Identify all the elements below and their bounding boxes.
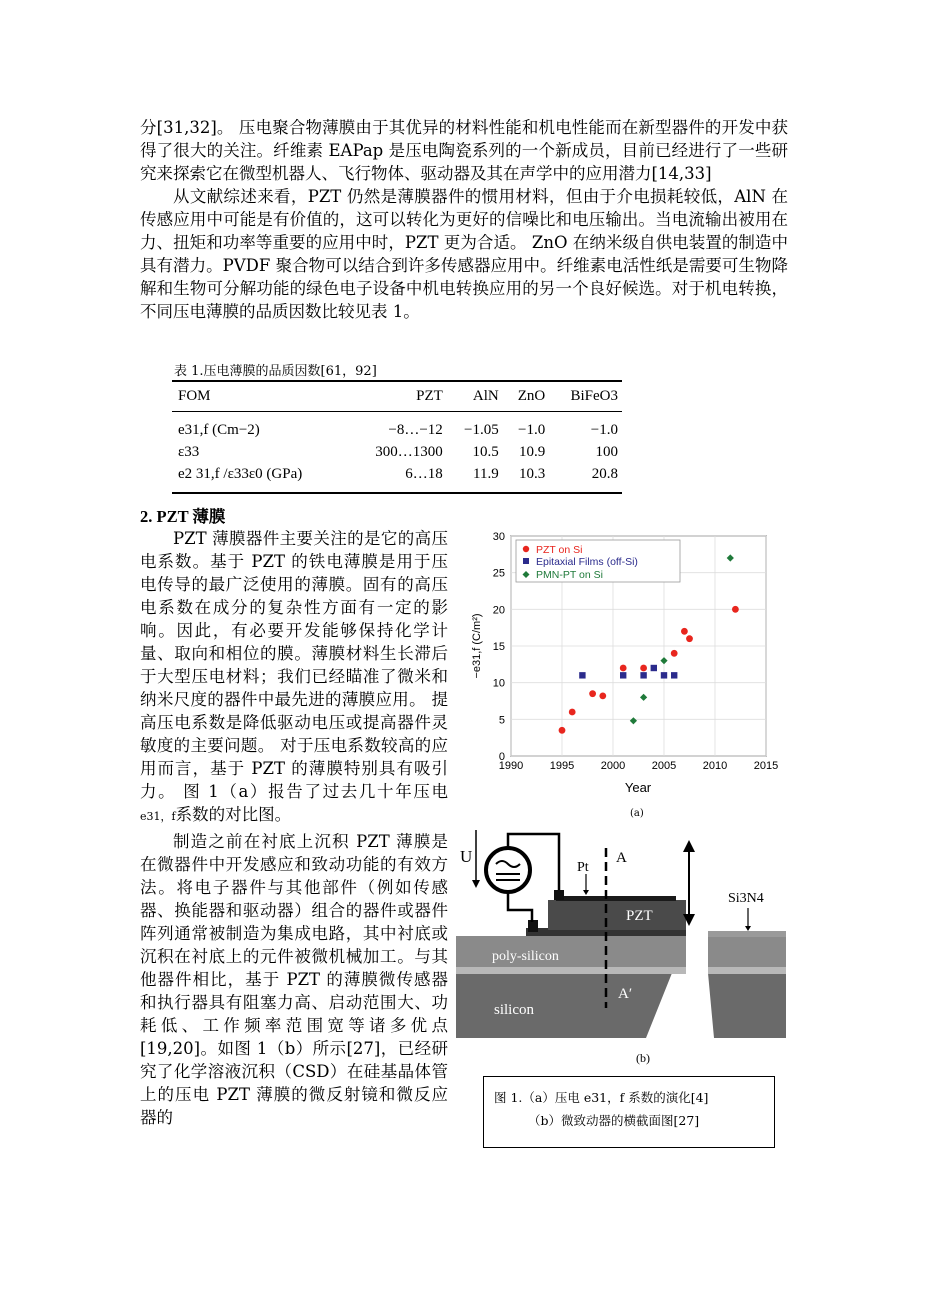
table-row (172, 441, 622, 463)
caption-line: （b）微致动器的横截面图[27] (528, 1113, 700, 1128)
caption-line: 图 1.（a）压电 e31，f 系数的演化[4] (494, 1090, 709, 1105)
x-tick-label: 2000 (600, 760, 626, 772)
paragraph-text: PZT 薄膜器件主要关注的是它的高压电系数。基于 PZT 的铁电薄膜是用于压电传导的最广泛使用的薄膜。固有的高压电系数在成分的复杂性方面有一定的影响。因此，有必要开发能够保持化学计量、取向和相位的膜。薄膜材料生长滞后于大型压电材料；我们已经瞄准了微米和纳米尺度的器件中最先进的薄膜应用。 提高压电系数是降低驱动电压或提高器件灵敏度的主要问题。 对于压电系数较高的应用而言，基于 PZT 的薄膜特别具有吸引力。 图 1（a）报告了过去几十年压电 (140, 529, 448, 801)
data-point (651, 665, 657, 671)
section-heading: 2. PZT 薄膜 (140, 507, 226, 526)
legend-marker (523, 558, 529, 564)
wire (508, 892, 532, 922)
data-point (559, 727, 566, 734)
contact-pad (554, 890, 564, 900)
voltage-source (486, 848, 530, 892)
data-point (640, 665, 647, 672)
table-cell: 11.9 (447, 463, 503, 493)
label-pt: Pt (577, 860, 589, 875)
e31f-evolution-chart (458, 522, 788, 802)
table-cell: 300…1300 (375, 444, 443, 460)
data-point (579, 672, 585, 678)
label-pzt: PZT (626, 908, 653, 924)
table-cell: e31,f (Cm−2) (178, 422, 260, 438)
label-a: A (616, 850, 627, 866)
header-cell: FOM (172, 381, 348, 412)
paragraph: 分[31,32]。 压电聚合物薄膜由于其优异的材料性能和机电性能而在新型器件的开发中获得了很大的关注。纤维素 EAPap 是压电陶瓷系列的一个新成员，目前已经进行了一些研究来探索它在微型机器人、飞行物体、驱动器及其在声学中的应用潜力[14,33] (140, 118, 788, 183)
data-point (671, 650, 678, 657)
left-column-text (140, 527, 448, 1129)
table-cell: −1.0 (518, 422, 546, 438)
y-tick-label: 10 (492, 677, 505, 690)
data-point (671, 672, 677, 678)
x-tick-label: 2005 (651, 760, 677, 772)
x-tick-label: 2010 (702, 760, 728, 772)
figure-label-b: (b) (636, 1051, 650, 1065)
table-cell: −1.05 (464, 422, 499, 438)
y-tick-label: 5 (498, 714, 505, 727)
table-cell: e2 31,f /ε33ε0 (GPa) (172, 463, 348, 493)
data-point (640, 672, 646, 678)
arrowhead (683, 840, 695, 852)
arrowhead (745, 926, 751, 931)
data-point (599, 692, 606, 699)
table-cell: 20.8 (549, 463, 622, 493)
arrowhead (472, 880, 480, 888)
figure-caption (483, 1076, 775, 1148)
data-point (661, 672, 667, 678)
label-si3n4: Si3N4 (728, 891, 764, 906)
gap-cut (686, 928, 708, 1048)
table-cell: 10.5 (472, 444, 499, 460)
header-cell: BiFeO3 (549, 381, 622, 412)
pzt-layer (548, 900, 686, 930)
table-cell: −8…−12 (388, 422, 443, 438)
x-tick-label: 2015 (753, 760, 779, 772)
label-a-prime: A′ (618, 986, 633, 1002)
legend-label: Epitaxial Films (off-Si) (536, 556, 638, 568)
poly-silicon-layer (708, 936, 786, 967)
table-caption: 表 1.压电薄膜的品质因数[61，92] (174, 364, 377, 379)
data-point (620, 665, 627, 672)
table-cell: 10.9 (518, 444, 546, 460)
paragraph: 制造之前在衬底上沉积 PZT 薄膜是在微器件中开发感应和致动功能的有效方法。将电子器件与其他部件（例如传感器、换能器和驱动器）组合的器件或器件阵列通常被制造为集成电路，其中衬底或沉积在衬底上的元件被微机械加工。与其他器件相比，基于 PZT 的薄膜微传感器和执行器具有阻塞力高、启动范围大、功耗低、工作频率范围宽等诸多优点[19,20]。如图 1（b）所示[27]，已经研究了化学溶液沉积（CSD）在硅基晶体管上的压电 PZT 薄膜的微反射镜和微反应器的 (140, 832, 448, 1127)
data-point (589, 690, 596, 697)
legend-label: PMN-PT on Si (536, 569, 603, 581)
label-u: U (460, 847, 473, 866)
label-silicon: silicon (494, 1002, 534, 1018)
figure-label-a: (a) (630, 808, 644, 819)
silicon-substrate (708, 973, 786, 1038)
data-point (686, 635, 693, 642)
y-tick-label: 20 (492, 604, 505, 617)
paragraph: 从文献综述来看，PZT 仍然是薄膜器件的惯用材料，但由于介电损耗较低，AlN 在传感应用中可能是有价值的，这可以转化为更好的信噪比和电压输出。当电流输出被用在力、扭矩和功率等重要的应用中时，PZT 更为合适。 ZnO 在纳米级自供电装置的制造中具有潜力。PVDF 聚合物可以结合到许多传感器应用中。纤维素电活性纸是需要可生物降解和生物可分解功能的绿色电子设备中机电转换应用的另一个良好候选。对于机电转换，不同压电薄膜的品质因数比较见表 1。 (140, 187, 788, 321)
x-tick-label: 1990 (498, 760, 524, 772)
top-electrode (556, 896, 676, 901)
data-point (569, 709, 576, 716)
table-cell: ε33 (178, 444, 200, 460)
table-cell: 6…18 (348, 463, 447, 493)
x-axis-label: Year (624, 780, 652, 795)
data-point (681, 628, 688, 635)
table-cell: 10.3 (503, 463, 550, 493)
label-poly-silicon: poly-silicon (492, 949, 559, 964)
fom-table (172, 380, 622, 494)
paragraph-text: 系数的对比图。 (175, 805, 292, 824)
silicon-substrate (456, 973, 672, 1038)
top-text (140, 116, 788, 323)
header-cell: ZnO (503, 381, 550, 412)
x-tick-label: 1995 (549, 760, 575, 772)
data-point (620, 672, 626, 678)
arrowhead (583, 890, 589, 895)
header-cell: AlN (447, 381, 503, 412)
table-cell: −1.0 (590, 422, 618, 438)
y-tick-label: 15 (492, 641, 505, 653)
header-cell: PZT (348, 381, 447, 412)
y-tick-label: 25 (492, 567, 505, 580)
y-axis-label: −e31,f (C/m²) (471, 613, 483, 679)
paragraph (140, 527, 448, 828)
microactuator-cross-section (456, 828, 786, 1066)
legend-marker (523, 546, 529, 552)
table-row (172, 463, 622, 493)
table-header-row (172, 381, 622, 412)
oxide-layer (456, 966, 786, 974)
table-cell: 100 (595, 444, 618, 460)
si3n4-layer (708, 931, 786, 937)
legend (516, 540, 680, 582)
data-point (732, 606, 739, 613)
poly-silicon-layer (456, 936, 686, 967)
y-tick-label: 0 (498, 751, 505, 763)
symbol-e31f: e31，f (140, 810, 176, 823)
y-tick-label: 30 (492, 531, 505, 543)
table-row (172, 412, 622, 442)
legend-label: PZT on Si (536, 544, 583, 556)
